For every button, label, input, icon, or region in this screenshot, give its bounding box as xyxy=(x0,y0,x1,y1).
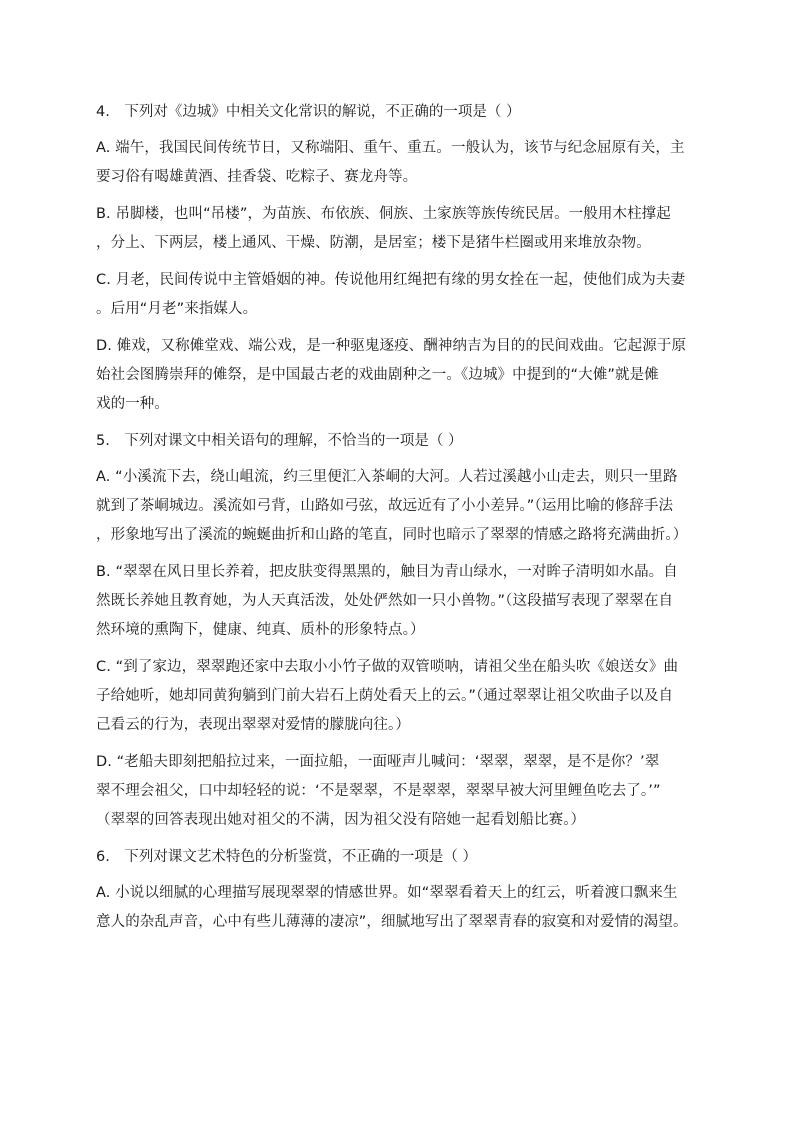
question-5-stem: 5. 下列对课文中相关语句的理解，不恰当的一项是（ ） xyxy=(96,433,463,449)
option-line: 戏的一种。 xyxy=(96,396,169,412)
option-line: ，分上、下两层，楼上通风、干燥、防潮，是居室；楼下是猪牛栏圈或用来堆放杂物。 xyxy=(96,235,651,251)
question-list xyxy=(96,98,704,945)
question-5-option-d xyxy=(96,748,704,835)
option-line: C. “到了家边，翠翠跑还家中去取小小竹子做的双管唢呐，请祖父坐在船头吹《娘送女》曲 xyxy=(96,659,679,675)
option-line: D. “老船夫即刻把船拉过来，一面拉船，一面哑声儿喊问：‘翠翠，翠翠，是不是你？’翠 xyxy=(96,754,660,770)
option-line: 子给她听，她却同黄狗躺到门前大岩石上荫处看天上的云。”（通过翠翠让祖父吹曲子以及自 xyxy=(96,688,674,704)
question-4-option-a xyxy=(96,134,704,192)
option-line: 翠不理会祖父，口中却轻轻的说：‘不是翠翠，不是翠翠，翠翠早被大河里鲤鱼吃去了。’” xyxy=(96,783,661,799)
question-6-option-a xyxy=(96,879,704,937)
option-line: B. “翠翠在风日里长养着，把皮肤变得黑黑的，触目为青山绿水，一对眸子清明如水晶。自 xyxy=(96,564,678,580)
question-5-option-b xyxy=(96,558,704,645)
question-4-option-b xyxy=(96,200,704,258)
question-5-option-a xyxy=(96,463,704,550)
option-line: 意人的杂乱声音，心中有些儿薄薄的凄凉”，细腻地写出了翠翠青春的寂寞和对爱情的渴望。 xyxy=(96,914,688,930)
option-line: A. “小溪流下去，绕山岨流，约三里便汇入茶峒的大河。人若过溪越小山走去，则只一里路 xyxy=(96,469,678,485)
option-line: 己看云的行为，表现出翠翠对爱情的朦胧向往。） xyxy=(96,717,410,733)
option-line: A. 小说以细腻的心理描写展现翠翠的情感世界。如“翠翠看着天上的红云，听着渡口飘来生 xyxy=(96,885,678,901)
question-6-stem: 6. 下列对课文艺术特色的分析鉴赏，不正确的一项是（ ） xyxy=(96,849,477,865)
question-5-option-c xyxy=(96,653,704,740)
option-line: 始社会图腾崇拜的傩祭，是中国最古老的戏曲剧种之一。《边城》中提到的“大傩”就是傩 xyxy=(96,367,659,383)
option-line: ，形象地写出了溪流的蜿蜒曲折和山路的笔直，同时也暗示了翠翠的情感之路将充满曲折。） xyxy=(96,527,688,543)
question-4-stem: 4. 下列对《边城》中相关文化常识的解说，不正确的一项是（ ） xyxy=(96,104,521,120)
option-line: 。后用“月老”来指媒人。 xyxy=(96,301,258,317)
option-line: 然环境的熏陶下，健康、纯真、质朴的形象特点。） xyxy=(96,622,425,638)
question-4-option-c xyxy=(96,266,704,324)
option-line: A. 端午，我国民间传统节日，又称端阳、重午、重五。一般认为，该节与纪念屈原有关，主 xyxy=(96,140,685,156)
option-line: 要习俗有喝雄黄酒、挂香袋、吃粽子、赛龙舟等。 xyxy=(96,169,418,185)
option-line: 然既长养她且教育她，为人天真活泼，处处俨然如一只小兽物。”（这段描写表现了翠翠在自 xyxy=(96,593,674,609)
option-line: C. 月老，民间传说中主管婚姻的神。传说他用红绳把有缘的男女拴在一起，使他们成为夫妻 xyxy=(96,272,686,288)
option-line: 就到了茶峒城边。溪流如弓背，山路如弓弦，故远近有了小小差异。”（运用比喻的修辞手法 xyxy=(96,498,674,514)
option-line: B. 吊脚楼，也叫“吊楼”，为苗族、布依族、侗族、土家族等族传统民居。一般用木柱撑起 xyxy=(96,206,671,222)
option-line: D. 傩戏，又称傩堂戏、端公戏，是一种驱鬼逐疫、酬神纳吉为目的的民间戏曲。它起源于原 xyxy=(96,338,687,354)
question-4-option-d xyxy=(96,332,704,419)
option-line: （翠翠的回答表现出她对祖父的不满，因为祖父没有陪她一起看划船比赛。） xyxy=(96,812,586,828)
